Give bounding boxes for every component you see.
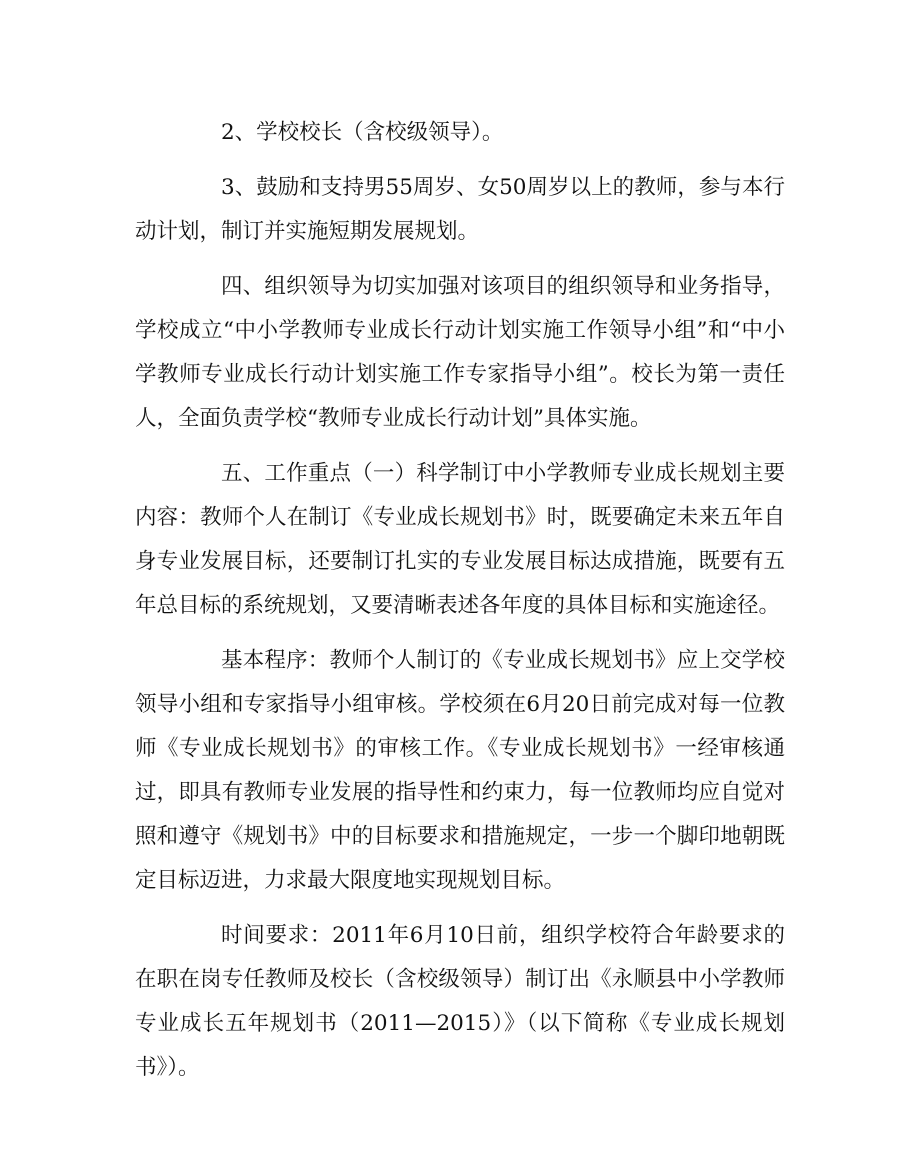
paragraph-work-focus: 五、工作重点（一）科学制订中小学教师专业成长规划主要内容：教师个人在制订《专业成长规划书》时，既要确定未来五年自身专业发展目标，还要制订扎实的专业发展目标达成措施，既要有五年总目标的系统规划，又要清晰表述各年度的具体目标和实施途径。 — [135, 461, 785, 618]
paragraph-senior-teachers: 3、鼓励和支持男55周岁、女50周岁以上的教师，参与本行动计划，制订并实施短期发展规划。 — [135, 175, 785, 244]
paragraph-principals: 2、学校校长（含校级领导）。 — [221, 120, 504, 145]
paragraph-organization-leadership: 四、组织领导为切实加强对该项目的组织领导和业务指导，学校成立“中小学教师专业成长行动计划实施工作领导小组”和“中小学教师专业成长行动计划实施工作专家指导小组”。校长为第一责任人，全面负责学校“教师专业成长行动计划”具体实施。 — [135, 274, 785, 431]
paragraph-time-requirement: 时间要求：2011年6月10日前，组织学校符合年龄要求的在职在岗专任教师及校长（含校级领导）制订出《永顺县中小学教师专业成长五年规划书（2011—2015）》（以下简称《专业成长规划书》）。 — [135, 923, 785, 1080]
document-body — [135, 111, 785, 1101]
paragraph-basic-procedure: 基本程序：教师个人制订的《专业成长规划书》应上交学校领导小组和专家指导小组审核。学校须在6月20日前完成对每一位教师《专业成长规划书》的审核工作。《专业成长规划书》一经审核通过，即具有教师专业发展的指导性和约束力，每一位教师均应自觉对照和遵守《规划书》中的目标要求和措施规定，一步一个脚印地朝既定目标迈进，力求最大限度地实现规划目标。 — [135, 648, 785, 893]
